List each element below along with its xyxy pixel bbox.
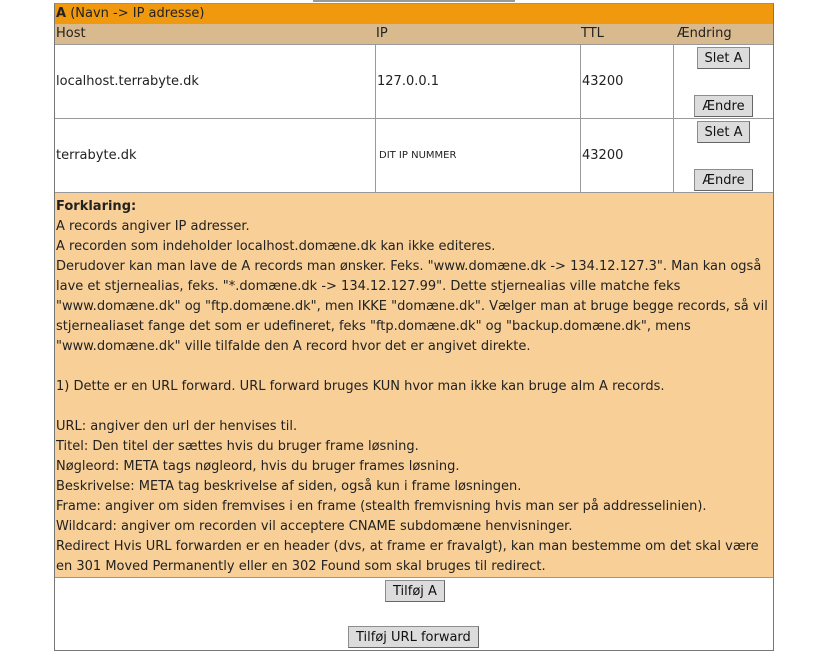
explanation-line: Derudover kan man lave de A records man ønsker. Feks. "www.domæne.dk -> 134.12.127.3". Man kan også lave et stjernealias, feks. "*.domæne.dk -> 134.12.127.99". Dette stjernealias ville matche feks "www.domæne.dk" og "ftp.domæne.dk", men IKKE "domæne.dk". Vælger man at bruge begge records, så vil stjernealiaset fange det som er udefineret, feks "ftp.domæne.dk" og "backup.domæne.dk", mens "www.domæne.dk" ville tilfalde den A record hvor det er angivet direkte. xyxy=(56,259,768,354)
edit-button[interactable]: Ændre xyxy=(694,95,752,117)
explanation-line: URL: angiver den url der henvises til. xyxy=(56,419,298,434)
explanation-line: Wildcard: angiver om recorden vil acceptere CNAME subdomæne henvisninger. xyxy=(56,519,573,534)
table-row xyxy=(55,44,773,118)
explanation-line: A recorden som indeholder localhost.domæne.dk kan ikke editeres. xyxy=(56,239,496,254)
record-host: localhost.terrabyte.dk xyxy=(56,74,199,89)
delete-a-button[interactable]: Slet A xyxy=(697,121,751,143)
column-header-host: Host xyxy=(56,26,86,41)
record-ip: DIT IP NUMMER xyxy=(375,119,580,192)
record-ip: 127.0.0.1 xyxy=(375,45,580,118)
edit-button[interactable]: Ændre xyxy=(694,169,752,191)
explanation-line: Redirect Hvis URL forwarden er en header (dvs, at frame er fravalgt), kan man bestemme om det skal være en 301 Moved Permanently eller en 302 Found som skal bruges til redirect. xyxy=(56,539,759,574)
record-host: terrabyte.dk xyxy=(56,148,137,163)
table-row xyxy=(55,118,773,192)
action-area xyxy=(55,577,773,650)
a-records-panel xyxy=(54,3,774,651)
record-actions xyxy=(673,119,773,192)
explanation-heading: Forklaring: xyxy=(56,199,137,214)
delete-a-button[interactable]: Slet A xyxy=(697,47,751,69)
explanation-line: Nøgleord: META tags nøgleord, hvis du bruger frames løsning. xyxy=(56,459,460,474)
explanation-gap xyxy=(56,357,773,377)
add-a-record-button[interactable]: Tilføj A xyxy=(385,580,445,602)
record-ttl: 43200 xyxy=(580,119,673,192)
explanation-gap xyxy=(56,397,773,417)
section-title xyxy=(55,4,773,24)
column-header-ip: IP xyxy=(376,26,388,41)
top-button-edge xyxy=(313,0,515,2)
explanation-line: Titel: Den titel der sættes hvis du bruger frame løsning. xyxy=(56,439,419,454)
column-header-change: Ændring xyxy=(677,26,732,41)
explanation-line: A records angiver IP adresser. xyxy=(56,219,250,234)
table-header xyxy=(55,24,773,44)
section-title-rest: (Navn -> IP adresse) xyxy=(66,6,205,21)
explanation-box xyxy=(55,192,773,577)
column-header-ttl: TTL xyxy=(581,26,604,41)
record-actions xyxy=(673,45,773,118)
section-title-bold: A xyxy=(56,6,67,21)
explanation-line: Frame: angiver om siden fremvises i en frame (stealth fremvisning hvis man ser på addresselinien). xyxy=(56,499,707,514)
explanation-line: 1) Dette er en URL forward. URL forward bruges KUN hvor man ikke kan bruge alm A records. xyxy=(56,379,665,394)
record-ttl: 43200 xyxy=(580,45,673,118)
add-url-forward-button[interactable]: Tilføj URL forward xyxy=(348,626,479,648)
explanation-line: Beskrivelse: META tag beskrivelse af siden, også kun i frame løsningen. xyxy=(56,479,522,494)
